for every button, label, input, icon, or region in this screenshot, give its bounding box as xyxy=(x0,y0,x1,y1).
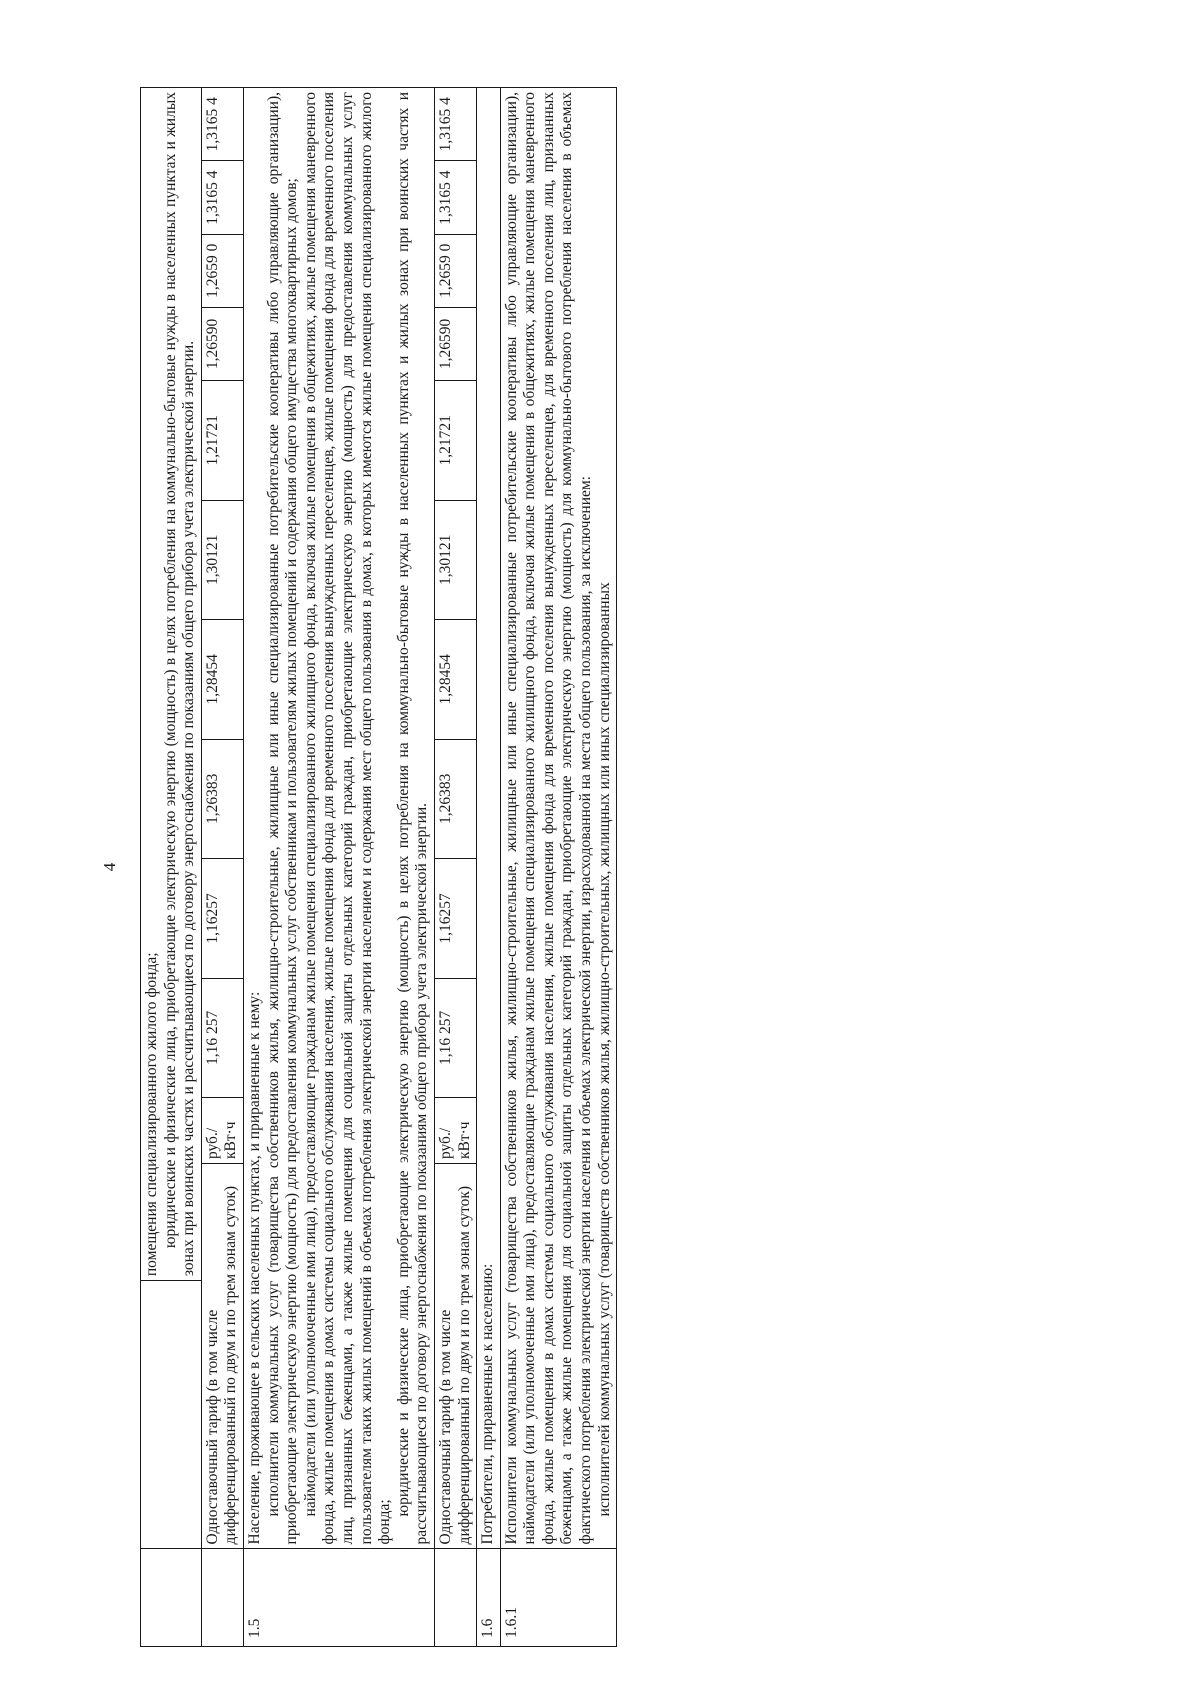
table-row xyxy=(500,88,617,1647)
tariff-value: 1,21721 xyxy=(434,380,476,500)
unit-cell: руб./кВт·ч xyxy=(434,1098,476,1164)
tariff-value: 1,2659 0 xyxy=(201,234,243,307)
description-cell xyxy=(500,88,617,1549)
description-paragraph: юридические и физические лица, приобретающие электрическую энергию (мощность) в целях потребления на коммунально-бытовые нужды в населенных пунктах и жилых зонах при воинских частях и рассчитывающиеся по договору энергоснабжения по показаниям общего прибора учета электрической энергии. xyxy=(394,92,431,1545)
row-number: 1.6.1 xyxy=(500,1549,617,1647)
table-row xyxy=(477,88,501,1647)
tariff-value: 1,16 257 xyxy=(434,978,476,1098)
tariff-value: 1,16257 xyxy=(434,859,476,979)
row-number: 1.5 xyxy=(243,1549,434,1647)
tariff-value: 1,26590 xyxy=(201,307,243,380)
section-heading: Потребители, приравненные к населению: xyxy=(477,88,501,1549)
table-row xyxy=(243,88,434,1647)
description-paragraph: Исполнители коммунальных услуг (товарищества собственников жилья, жилищно-строительные, жилищные или иные специализированные потребительские кооперативы либо управляющие организации), наймодатели (или уполномоченные ими лица), предоставляющие гражданам жилые помещения специализированного жилищного фонда, включая жилые помещения в общежитиях, жилые помещения маневренного фонда, жилые помещения в домах системы социального обслуживания населения, жилые помещения фонда для временного поселения вынужденных переселенцев, для временного поселения лиц, признанных беженцами, а также жилые помещения для социальной защиты отдельных категорий граждан, приобретающие электрическую энергию (мощность) для коммунально-бытового потребления населения в объемах фактического потребления электрической энергии населения и объемах электрической энергии, израсходованной на места общего пользования, за исключением: xyxy=(502,92,595,1545)
row-number: 1.6 xyxy=(477,1549,501,1647)
tariff-value: 1,3165 4 xyxy=(434,88,476,161)
table-row xyxy=(434,88,476,1647)
tariff-value: 1,16 257 xyxy=(201,978,243,1098)
section-heading: Население, проживающее в сельских населенных пунктах, и приравненные к нему: xyxy=(245,991,263,1545)
tariff-value: 1,3165 4 xyxy=(434,161,476,234)
tariff-value: 1,3165 4 xyxy=(201,161,243,234)
tariff-label-cell: Одноставочный тариф (в том числе дифференцированный по двум и по трем зонам суток) xyxy=(434,1164,476,1549)
tariff-value: 1,28454 xyxy=(434,620,476,740)
tariff-value: 1,26383 xyxy=(434,739,476,859)
unit-cell: руб./кВт·ч xyxy=(201,1098,243,1164)
tariff-value: 1,30121 xyxy=(201,500,243,620)
tariff-value: 1,26383 xyxy=(201,739,243,859)
tariff-value: 1,26590 xyxy=(434,307,476,380)
description-paragraph: наймодатели (или уполномоченные ими лица), предоставляющие гражданам жилые помещения специализированного жилищного фонда, включая жилые помещения в общежитиях, жилые помещения маневренного фонда, жилые помещения в домах системы социального обслуживания населения, жилые помещения фонда для временного поселения вынужденных переселенцев, жилые помещения фонда для временного поселения лиц, признанных беженцами, а также жилые помещения для социальной защиты отдельных категорий граждан, приобретающие электрическую энергию (мощность) для предоставления коммунальных услуг пользователям таких жилых помещений в объемах потребления электрической энергии населением и содержания мест общего пользования в домах, в которых имеются жилые помещения специализированного жилого фонда; xyxy=(301,92,394,1545)
description-cell xyxy=(243,88,434,1549)
tariff-value: 1,28454 xyxy=(201,620,243,740)
row-number-cell xyxy=(201,1549,243,1647)
description-cell xyxy=(141,88,202,1281)
tariff-table xyxy=(140,87,617,1647)
row-spacer-cell xyxy=(141,1281,202,1549)
row-number-cell xyxy=(141,1549,202,1647)
table-row xyxy=(141,88,202,1647)
tariff-value: 1,30121 xyxy=(434,500,476,620)
tariff-value: 1,16257 xyxy=(201,859,243,979)
description-intro: помещения специализированного жилого фонда; xyxy=(143,952,160,1277)
rotated-page xyxy=(100,87,1000,1647)
row-number-cell xyxy=(434,1549,476,1647)
tariff-value: 1,2659 0 xyxy=(434,234,476,307)
description-paragraph: исполнителей коммунальных услуг (товариществ собственников жилья, жилищно-строительных, жилищных или иных специализированных xyxy=(595,582,613,1517)
tariff-value: 1,3165 4 xyxy=(201,88,243,161)
page-number: 4 xyxy=(100,862,119,872)
tariff-value: 1,21721 xyxy=(201,380,243,500)
description-paragraph: исполнители коммунальных услуг (товарищества собственников жилья, жилищно-строительные, жилищные или иные специализированные потребительские кооперативы либо управляющие организации), приобретающие электрическую энергию (мощность) для предоставления коммунальных услуг собственникам и пользователям жилых помещений и содержания общего имущества многоквартирных домов; xyxy=(264,92,301,1545)
tariff-label-cell: Одноставочный тариф (в том числе дифференцированный по двум и по трем зонам суток) xyxy=(201,1164,243,1549)
description-paragraph: юридические и физические лица, приобретающие электрическую энергию (мощность) в целях потребления на коммунально-бытовые нужды в населенных пунктах и жилых зонах при воинских частях и рассчитывающиеся по договору энергоснабжения по показаниям общего прибора учета электрической энергии. xyxy=(161,92,198,1277)
table-row xyxy=(201,88,243,1647)
